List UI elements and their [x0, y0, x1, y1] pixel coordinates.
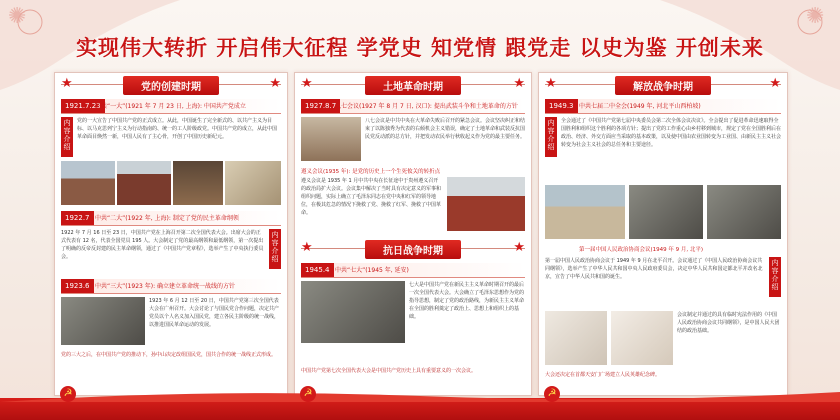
party-emblem-icon: ☭ — [60, 386, 76, 402]
note: 党的三大之后，在中国共产党的推动下，孙中山决定改组国民党，国共合作的统一战线正式形成。 — [61, 352, 277, 358]
star-icon: ★ — [61, 76, 73, 91]
star-icon: ★ — [513, 240, 525, 255]
panel-land-revolution — [294, 72, 532, 396]
photo-meeting — [61, 297, 145, 345]
panel-title: 土地革命时期 — [365, 76, 461, 95]
panel-title: 解放战争时期 — [615, 76, 711, 95]
panel-header — [295, 237, 531, 259]
intro-tag: 内容介绍 — [545, 117, 557, 157]
caption: 第一届中国人民政治协商会议(1949 年 9 月, 北平) — [579, 247, 704, 253]
footer-wave — [0, 388, 840, 402]
section-head — [61, 211, 281, 225]
paragraph: 会议制定并通过的具有临时宪法作用的《中国人民政治协商会议共同纲领》，是中国人民大团结的政治基础。 — [677, 312, 780, 334]
paragraph: 第一届中国人民政治协商会议于 1949 年 9 月在北平召开。会议通过了《中国人民政治协商会议共同纲领》，选举产生了中华人民共和国中央人民政府委员会，决定中华人民共和国定都北平并改名北京，宣告了中华人民共和国的诞生。 — [545, 258, 763, 280]
photo-document — [225, 161, 281, 205]
panel-header — [55, 73, 287, 95]
panel-header — [539, 73, 787, 95]
star-icon: ★ — [301, 240, 313, 255]
star-icon: ★ — [301, 76, 313, 91]
star-icon: ★ — [269, 76, 281, 91]
panel-title: 抗日战争时期 — [365, 240, 461, 259]
intro-tag: 内容介绍 — [769, 257, 781, 297]
photo-zunyi — [447, 177, 525, 231]
page-title: 实现伟大转折 开启伟大征程 学党史 知党情 跟党走 以史为鉴 开创未来 — [76, 36, 764, 60]
section-head — [545, 99, 781, 113]
photo-house — [117, 161, 171, 205]
intro-tag: 内容介绍 — [269, 229, 281, 269]
paragraph: 七大是中国共产党在新民主主义革命时期召开的最后一次全国代表大会。大会确立了毛泽东思想作为党的指导思想，制定了党的政治路线，为新民主主义革命在全国的胜利奠定了政治上、思想上和组织上的基础。 — [409, 282, 525, 320]
firework-right-icon: ✺ — [806, 4, 825, 29]
photo-xibaipo — [545, 185, 625, 239]
photo-congress — [301, 281, 405, 343]
photo-document-red — [611, 311, 673, 365]
star-icon: ★ — [513, 76, 525, 91]
star-icon: ★ — [769, 76, 781, 91]
photo-interior — [173, 161, 223, 205]
panel-founding — [54, 72, 288, 396]
section-subtitle: 中共“七大”(1945 年, 延安) — [335, 267, 409, 274]
paragraph: 1923 年 6 月 12 日至 20 日，中国共产党第三次全国代表大会在广州召开。大会讨论了与国民党合作问题，决定共产党员以个人名义加入国民党，建立各民主阶级的统一战线，以推进国民革命运动的发展。 — [149, 298, 280, 328]
date-tag: 1922.7 — [61, 211, 94, 225]
section-subtitle: 中共“二大”(1922 年, 上海): 制定了党的民主革命纲领 — [95, 215, 239, 222]
section-head — [61, 99, 281, 113]
photo-building — [61, 161, 115, 205]
paragraph: 遵义会议是 1935 年 1 月中共中央在长征途中于贵州遵义召开的政治局扩大会议。会议集中解决了当时具有决定意义的军事和组织问题，实际上确立了毛泽东同志在党中央和红军的领导地位，在极其危急的情况下挽救了党、挽救了红军、挽救了中国革命。 — [301, 178, 442, 216]
section-subtitle: 中共七届二中全会(1949 年, 河北平山西柏坡) — [579, 103, 701, 110]
note: 大会还决定在首都天安门广场建立人民英雄纪念碑。 — [545, 372, 661, 378]
party-emblem-icon: ☭ — [544, 386, 560, 402]
section-subtitle: 中共“一大”(1921 年 7 月 23 日, 上海): 中国共产党成立 — [95, 103, 246, 110]
section-head — [61, 279, 281, 293]
photo-site — [301, 117, 361, 161]
paragraph: 党的一大宣告了中国共产党的正式成立。从此，中国诞生了完全新式的、以共产主义为目标、以马克思列宁主义为行动指南的、统一的工人阶级政党。中国共产党的成立，从此中国革命面目焕然一新，中国人民有了主心骨，开创了中国历史新纪元。 — [77, 118, 278, 140]
panel-liberation-war — [538, 72, 788, 396]
paragraph: 全会通过了《中国共产党第七届中央委员会第二次全体会议决议》。全会提出了促进革命迅速取得全国胜利和组织这个胜利的各项方针；提出了党的工作重心由乡村移到城市，规定了党在全国胜利后在政治、经济、外交方面应当采取的基本政策，以及使中国由农业国转变为工业国、由新民主主义社会转变为社会主义社会的总任务和主要途径。 — [561, 118, 781, 148]
date-tag: 1949.3 — [545, 99, 578, 113]
panel-title: 党的创建时期 — [123, 76, 219, 95]
firework-left-icon: ✺ — [8, 4, 27, 29]
intro-tag: 内容介绍 — [61, 117, 73, 157]
caption: 遵义会议(1935 年): 是党的历史上一个生死攸关的转折点 — [301, 169, 441, 175]
section-head — [301, 263, 525, 277]
paragraph: 八七会议是中共中央在大革命失败后召开的紧急会议。会议坚决纠正和结束了以陈独秀为代表的右倾机会主义错误，确定了土地革命和武装反抗国民党反动派的总方针，并把发动农民举行秋收起义作为党的最主要任务。 — [365, 118, 525, 140]
photo-crowd — [707, 185, 781, 239]
date-tag: 1921.7.23 — [61, 99, 105, 113]
panel-header — [295, 73, 531, 95]
section-subtitle: 八七会议(1927 年 8 月 7 日, 汉口): 提出武装斗争和土地革命的方针 — [335, 103, 518, 110]
footnote: 中国共产党第七次全国代表大会是中国共产党历史上具有重要意义的一次会议。 — [301, 368, 477, 374]
footer-band — [0, 398, 840, 420]
section-head — [301, 99, 525, 113]
date-tag: 1927.8.7 — [301, 99, 340, 113]
photo-trees — [629, 185, 703, 239]
party-emblem-icon: ☭ — [300, 386, 316, 402]
date-tag: 1923.6 — [61, 279, 94, 293]
photo-document — [545, 311, 607, 365]
star-icon: ★ — [545, 76, 557, 91]
paragraph: 1922 年 7 月 16 日至 23 日，中国共产党在上海召开第二次全国代表大会。出席大会的正式代表有 12 名，代表全国党员 195 人。大会制定了党的最高纲领和最低纲领，第一次提出了明确的反帝反封建的民主革命纲领，通过了《中国共产党章程》，选举产生了中央执行委员会。 — [61, 230, 264, 260]
section-subtitle: 中共“三大”(1923 年): 确立建立革命统一战线的方针 — [95, 283, 236, 290]
date-tag: 1945.4 — [301, 263, 334, 277]
